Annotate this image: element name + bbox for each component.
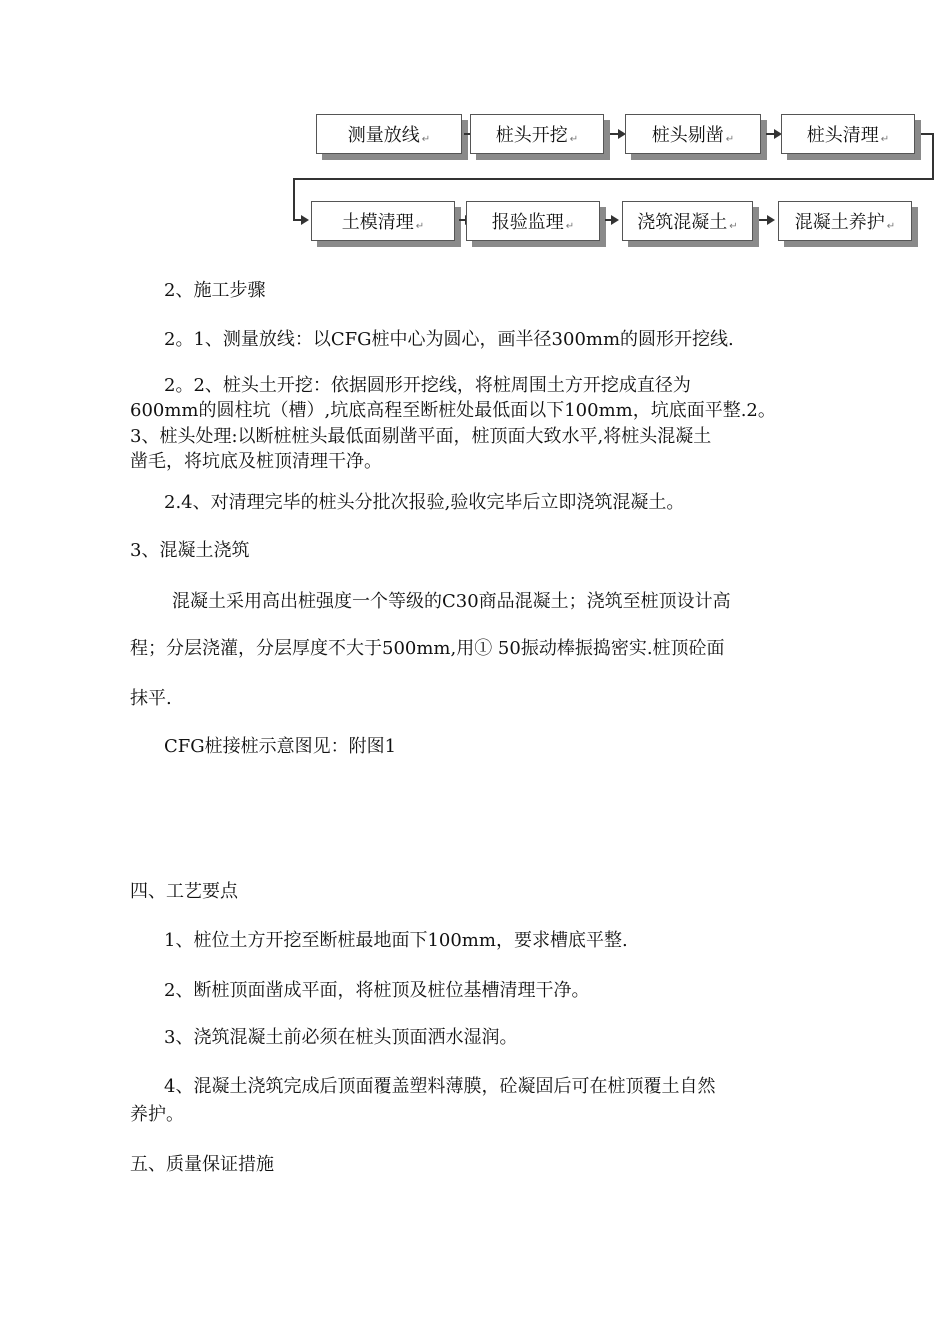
flow-step-label: 桩头清理 xyxy=(806,125,879,146)
flow-step-label: 测量放线 xyxy=(347,125,420,146)
return-mark: ↵ xyxy=(421,134,431,145)
list-item: 1、桩位土方开挖至断桩最地面下100mm，要求槽底平整. xyxy=(164,930,628,951)
flow-arrow xyxy=(293,219,307,221)
paragraph-line: 2。2、桩头土开挖：依据圆形开挖线，将桩周围土方开挖成直径为 xyxy=(164,375,691,396)
flow-step-label: 桩头剔凿 xyxy=(651,125,724,146)
flow-step-clean-head xyxy=(781,114,915,154)
return-mark: ↵ xyxy=(569,134,579,145)
paragraph-line: 4、混凝土浇筑完成后顶面覆盖塑料薄膜，砼凝固后可在桩顶覆土自然 xyxy=(164,1076,716,1097)
flow-arrow xyxy=(605,219,617,221)
flow-arrow xyxy=(766,133,780,135)
paragraph-line: 养护。 xyxy=(130,1104,184,1125)
list-item: 2、断桩顶面凿成平面，将桩顶及桩位基槽清理干净。 xyxy=(164,980,590,1001)
paragraph: 2.4、对清理完毕的桩头分批次报验,验收完毕后立即浇筑混凝土。 xyxy=(164,492,685,513)
process-flowchart xyxy=(0,0,950,270)
return-mark: ↵ xyxy=(415,221,425,232)
flow-step-chisel xyxy=(625,114,761,154)
flow-step-label: 土模清理 xyxy=(341,212,414,233)
paragraph-line: 600mm的圆柱坑（槽）,坑底高程至断桩处最低面以下100mm，坑底面平整.2。 xyxy=(130,400,776,421)
return-mark: ↵ xyxy=(729,221,738,232)
flow-step-survey xyxy=(316,114,462,154)
return-mark: ↵ xyxy=(725,134,735,145)
section-heading: 四、工艺要点 xyxy=(130,881,238,902)
flow-step-curing xyxy=(778,201,912,241)
paragraph-line: 3、桩头处理:以断桩桩头最低面剔凿平面，桩顶面大致水平,将桩头混凝土 xyxy=(130,426,712,447)
connector-line xyxy=(293,178,295,220)
return-mark: ↵ xyxy=(886,221,896,232)
flow-step-label: 浇筑混凝土 xyxy=(637,212,728,233)
section-heading: 2、施工步骤 xyxy=(164,280,266,301)
flow-step-label: 报验监理 xyxy=(491,212,564,233)
flow-step-inspection xyxy=(466,201,600,241)
figure-reference: CFG桩接桩示意图见：附图1 xyxy=(164,736,397,757)
paragraph-line: 程；分层浇灌，分层厚度不大于500mm,用① 50振动棒振捣密实.桩顶砼面 xyxy=(130,638,725,659)
connector-line xyxy=(293,178,934,180)
section-heading: 3、混凝土浇筑 xyxy=(130,540,250,561)
paragraph-line: 混凝土采用高出桩强度一个等级的C30商品混凝土；浇筑至桩顶设计高 xyxy=(172,591,731,612)
flow-step-label: 桩头开挖 xyxy=(495,125,568,146)
flow-arrow xyxy=(759,219,773,221)
paragraph: 2。1、测量放线：以CFG桩中心为圆心，画半径300mm的圆形开挖线. xyxy=(164,329,734,350)
return-mark: ↵ xyxy=(565,221,575,232)
paragraph-line: 凿毛，将坑底及桩顶清理干净。 xyxy=(130,451,382,472)
section-heading: 五、质量保证措施 xyxy=(130,1154,274,1175)
flow-arrow xyxy=(610,133,624,135)
flow-step-clean-mold xyxy=(311,201,455,241)
list-item: 3、浇筑混凝土前必须在桩头顶面洒水湿润。 xyxy=(164,1027,518,1048)
connector-line xyxy=(932,133,934,180)
paragraph-line: 抹平. xyxy=(130,688,172,709)
flow-step-label: 混凝土养护 xyxy=(794,212,885,233)
flow-step-excavate xyxy=(470,114,604,154)
return-mark: ↵ xyxy=(880,134,890,145)
flow-step-pour xyxy=(622,201,753,241)
